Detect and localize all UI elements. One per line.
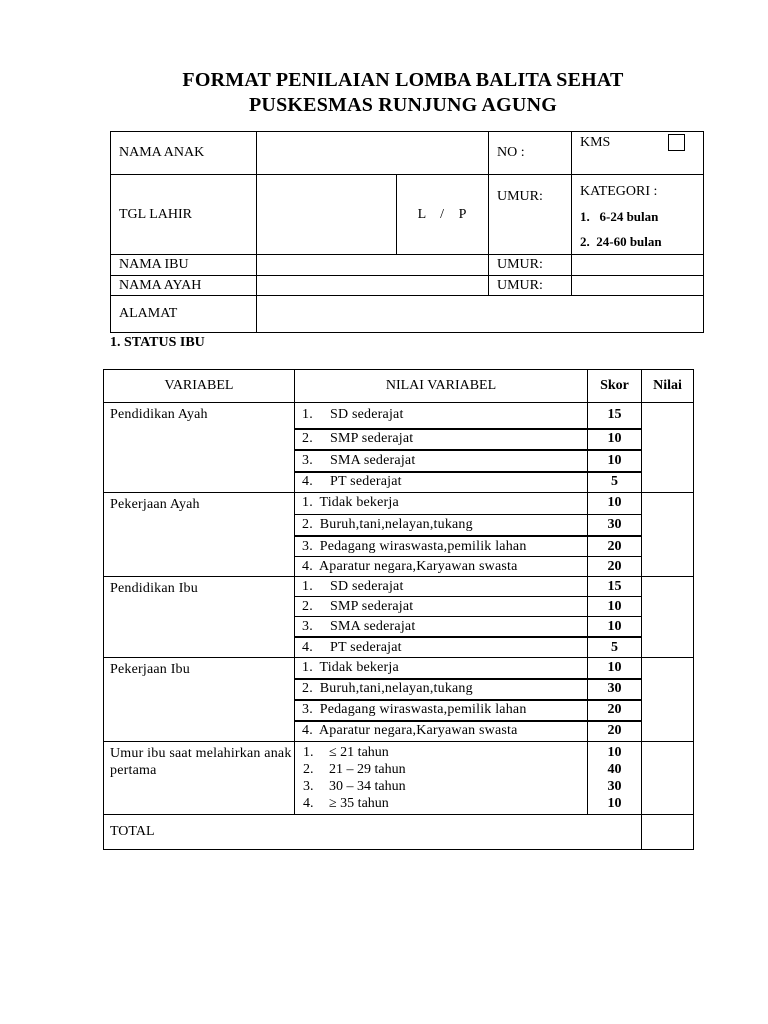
option-cell: 2. Buruh,tani,nelayan,tukang (295, 514, 588, 536)
section-heading: 1. STATUS IBU (110, 335, 205, 350)
skor-cell: 10 (607, 745, 622, 760)
option-cell: 4. Aparatur negara,Karyawan swasta (295, 557, 588, 577)
nilai-input-umur-ibu[interactable] (642, 742, 694, 815)
skor-cell: 20 (588, 721, 642, 742)
skor-cell: 10 (588, 658, 642, 679)
skor-cell: 30 (588, 679, 642, 700)
skor-cell: 20 (588, 536, 642, 557)
nilai-input-pendidikan-ibu[interactable] (642, 577, 694, 658)
umur-skor (588, 742, 642, 815)
header-nilai: Nilai (642, 370, 694, 403)
skor-cell: 20 (588, 557, 642, 577)
header-skor: Skor (588, 370, 642, 403)
nama-ayah-value[interactable] (257, 276, 489, 296)
skor-cell: 5 (588, 472, 642, 493)
kms-checkbox[interactable] (668, 134, 685, 151)
nama-anak-label: NAMA ANAK (111, 132, 257, 175)
option-cell: 1. ≤ 21 tahun (303, 745, 389, 760)
option-cell: 4. PT sederajat (295, 472, 588, 493)
option-cell: 4. ≥ 35 tahun (303, 796, 389, 811)
skor-cell: 10 (607, 796, 622, 811)
total-value[interactable] (642, 815, 694, 850)
option-cell: 4. PT sederajat (295, 637, 588, 658)
total-row (104, 815, 694, 850)
option-cell: 1. Tidak bekerja (295, 492, 588, 514)
tgl-lahir-value[interactable] (257, 175, 397, 255)
umur-ayah-label: UMUR: (489, 276, 572, 296)
variabel-pendidikan-ibu: Pendidikan Ibu (104, 577, 295, 658)
kategori-cell (572, 175, 704, 255)
skor-cell: 10 (588, 492, 642, 514)
nama-ibu-label: NAMA IBU (111, 255, 257, 276)
kategori-option-2[interactable]: 2. 24-60 bulan (580, 234, 662, 249)
kms-cell (572, 132, 704, 175)
title-line-2: PUSKESMAS RUNJUNG AGUNG (249, 94, 557, 116)
table-row (104, 658, 694, 679)
option-cell: 1. Tidak bekerja (295, 658, 588, 679)
option-cell: 2. SMP sederajat (295, 597, 588, 617)
umur-anak-label: UMUR: (489, 175, 572, 255)
variabel-pekerjaan-ayah: Pekerjaan Ayah (104, 492, 295, 577)
option-cell: 4. Aparatur negara,Karyawan swasta (295, 721, 588, 742)
nilai-input-pekerjaan-ibu[interactable] (642, 658, 694, 742)
variabel-pendidikan-ayah: Pendidikan Ayah (104, 403, 295, 493)
kategori-option-1[interactable]: 1. 6-24 bulan (580, 209, 659, 224)
umur-options (295, 742, 588, 815)
skor-cell: 20 (588, 700, 642, 721)
nama-ibu-value[interactable] (257, 255, 489, 276)
table-row (104, 577, 694, 597)
umur-ibu-label: UMUR: (489, 255, 572, 276)
option-cell: 2. SMP sederajat (295, 429, 588, 450)
option-cell: 3. SMA sederajat (295, 617, 588, 638)
option-cell: 3. Pedagang wiraswasta,pemilik lahan (295, 536, 588, 557)
option-cell: 3. SMA sederajat (295, 450, 588, 472)
option-cell: 1. SD sederajat (295, 403, 588, 429)
skor-cell: 10 (588, 597, 642, 617)
total-label: TOTAL (104, 815, 642, 850)
alamat-value[interactable] (257, 296, 704, 333)
skor-cell: 10 (588, 450, 642, 472)
no-label: NO : (489, 132, 572, 175)
skor-cell: 40 (607, 762, 622, 777)
gender-option[interactable]: L / P (397, 175, 489, 255)
option-cell: 3. 30 – 34 tahun (303, 779, 406, 794)
skor-cell: 15 (588, 403, 642, 429)
skor-cell: 10 (588, 429, 642, 450)
variabel-pekerjaan-ibu: Pekerjaan Ibu (104, 658, 295, 742)
tgl-lahir-label: TGL LAHIR (111, 175, 257, 255)
document-title (0, 68, 768, 118)
option-cell: 2. 21 – 29 tahun (303, 762, 406, 777)
nama-ayah-label: NAMA AYAH (111, 276, 257, 296)
alamat-label: ALAMAT (111, 296, 257, 333)
header-nilai-variabel: NILAI VARIABEL (295, 370, 588, 403)
skor-cell: 30 (588, 514, 642, 536)
table-row (104, 492, 694, 514)
kms-label: KMS (580, 135, 611, 150)
umur-ibu-value[interactable] (572, 255, 704, 276)
option-cell: 3. Pedagang wiraswasta,pemilik lahan (295, 700, 588, 721)
skor-cell: 15 (588, 577, 642, 597)
skor-cell: 5 (588, 637, 642, 658)
table-row (104, 742, 694, 815)
header-variabel: VARIABEL (104, 370, 295, 403)
table-row (104, 403, 694, 429)
skor-cell: 10 (588, 617, 642, 638)
option-cell: 1. SD sederajat (295, 577, 588, 597)
status-ibu-table (103, 369, 694, 850)
kategori-label: KATEGORI : (580, 184, 658, 199)
skor-cell: 30 (607, 779, 622, 794)
nilai-input-pendidikan-ayah[interactable] (642, 403, 694, 493)
nama-anak-value[interactable] (257, 132, 489, 175)
option-cell: 2. Buruh,tani,nelayan,tukang (295, 679, 588, 700)
variabel-umur-ibu: Umur ibu saat melahirkan anak pertama (104, 742, 295, 815)
nilai-input-pekerjaan-ayah[interactable] (642, 492, 694, 577)
title-line-1: FORMAT PENILAIAN LOMBA BALITA SEHAT (182, 69, 624, 91)
identity-table (110, 131, 704, 333)
umur-ayah-value[interactable] (572, 276, 704, 296)
